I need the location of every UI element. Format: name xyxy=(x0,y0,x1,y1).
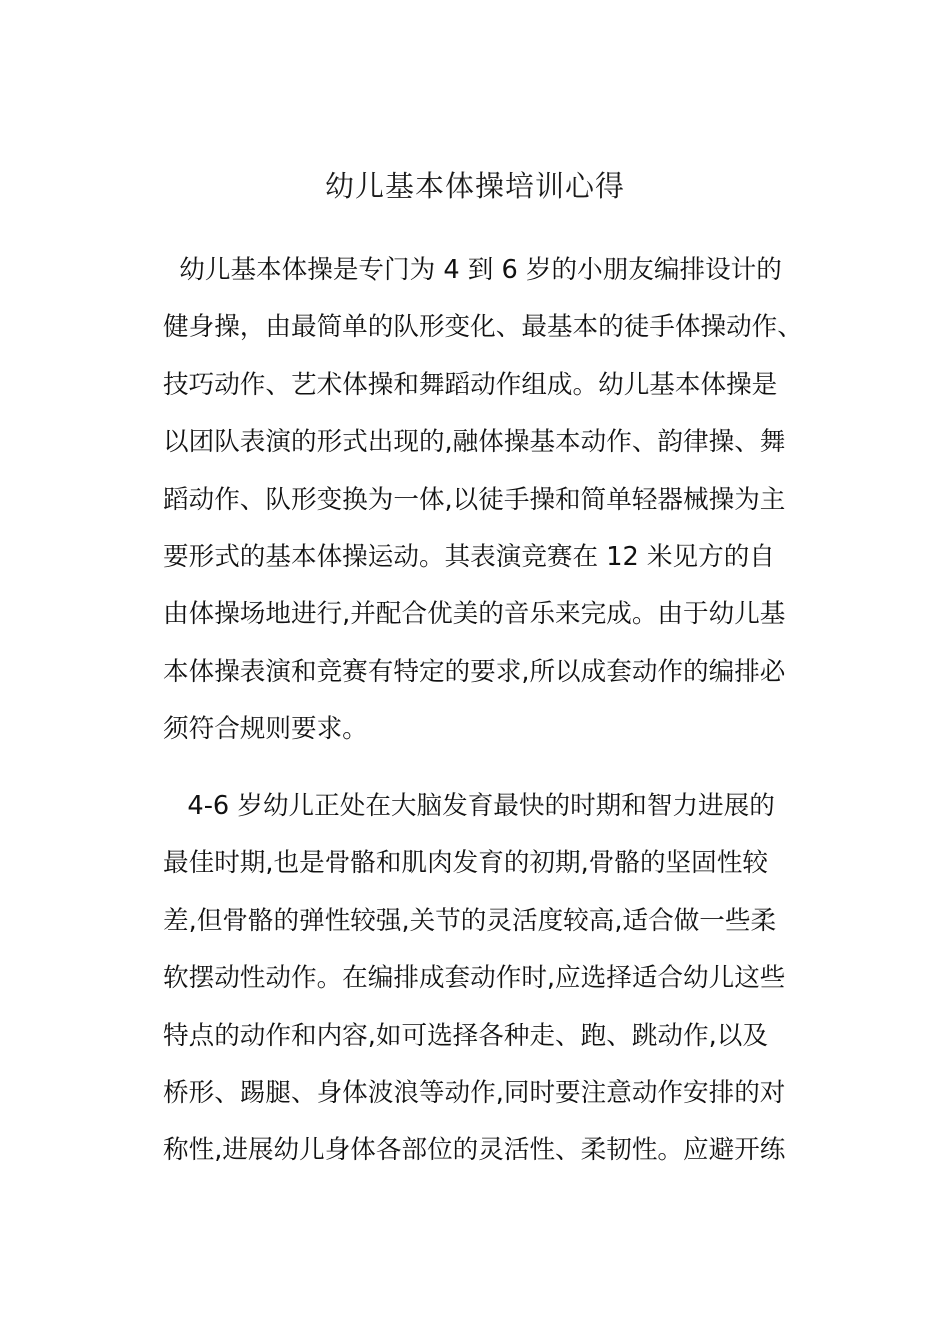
text-line: 须符合规则要求。 xyxy=(163,714,368,745)
text-line: 健身操，由最简单的队形变化、最基本的徒手体操动作、 xyxy=(163,312,803,343)
text-line: 蹈动作、队形变换为一体,以徒手操和简单轻器械操为主 xyxy=(163,484,786,515)
text-line: 特点的动作和内容,如可选择各种走、跑、跳动作,以及 xyxy=(163,1020,768,1051)
document-title: 幼儿基本体操培训心得 xyxy=(324,169,625,203)
paragraph-2 xyxy=(163,778,788,1180)
text-line: 桥形、踢腿、身体波浪等动作,同时要注意动作安排的对 xyxy=(163,1077,786,1108)
text-line: 要形式的基本体操运动。其表演竞赛在 12 米见方的自 xyxy=(163,541,775,572)
text-line: 软摆动性动作。在编排成套动作时,应选择适合幼儿这些 xyxy=(163,963,786,994)
text-line: 由体操场地进行,并配合优美的音乐来完成。由于幼儿基 xyxy=(163,599,786,630)
text-line: 称性,进展幼儿身体各部位的灵活性、柔韧性。应避开练 xyxy=(163,1135,786,1166)
text-line: 4-6 岁幼儿正处在大脑发育最快的时期和智力进展的 xyxy=(163,791,775,821)
text-line: 差,但骨骼的弹性较强,关节的灵活度较高,适合做一些柔 xyxy=(163,905,777,936)
text-line: 最佳时期,也是骨骼和肌肉发育的初期,骨骼的坚固性较 xyxy=(163,848,768,879)
paragraph-1 xyxy=(163,242,803,759)
text-line: 幼儿基本体操是专门为 4 到 6 岁的小朋友编排设计的 xyxy=(163,255,782,285)
text-line: 技巧动作、艺术体操和舞蹈动作组成。幼儿基本体操是 xyxy=(163,369,778,400)
text-line: 本体操表演和竞赛有特定的要求,所以成套动作的编排必 xyxy=(163,656,786,687)
text-line: 以团队表演的形式出现的,融体操基本动作、韵律操、舞 xyxy=(163,427,786,458)
